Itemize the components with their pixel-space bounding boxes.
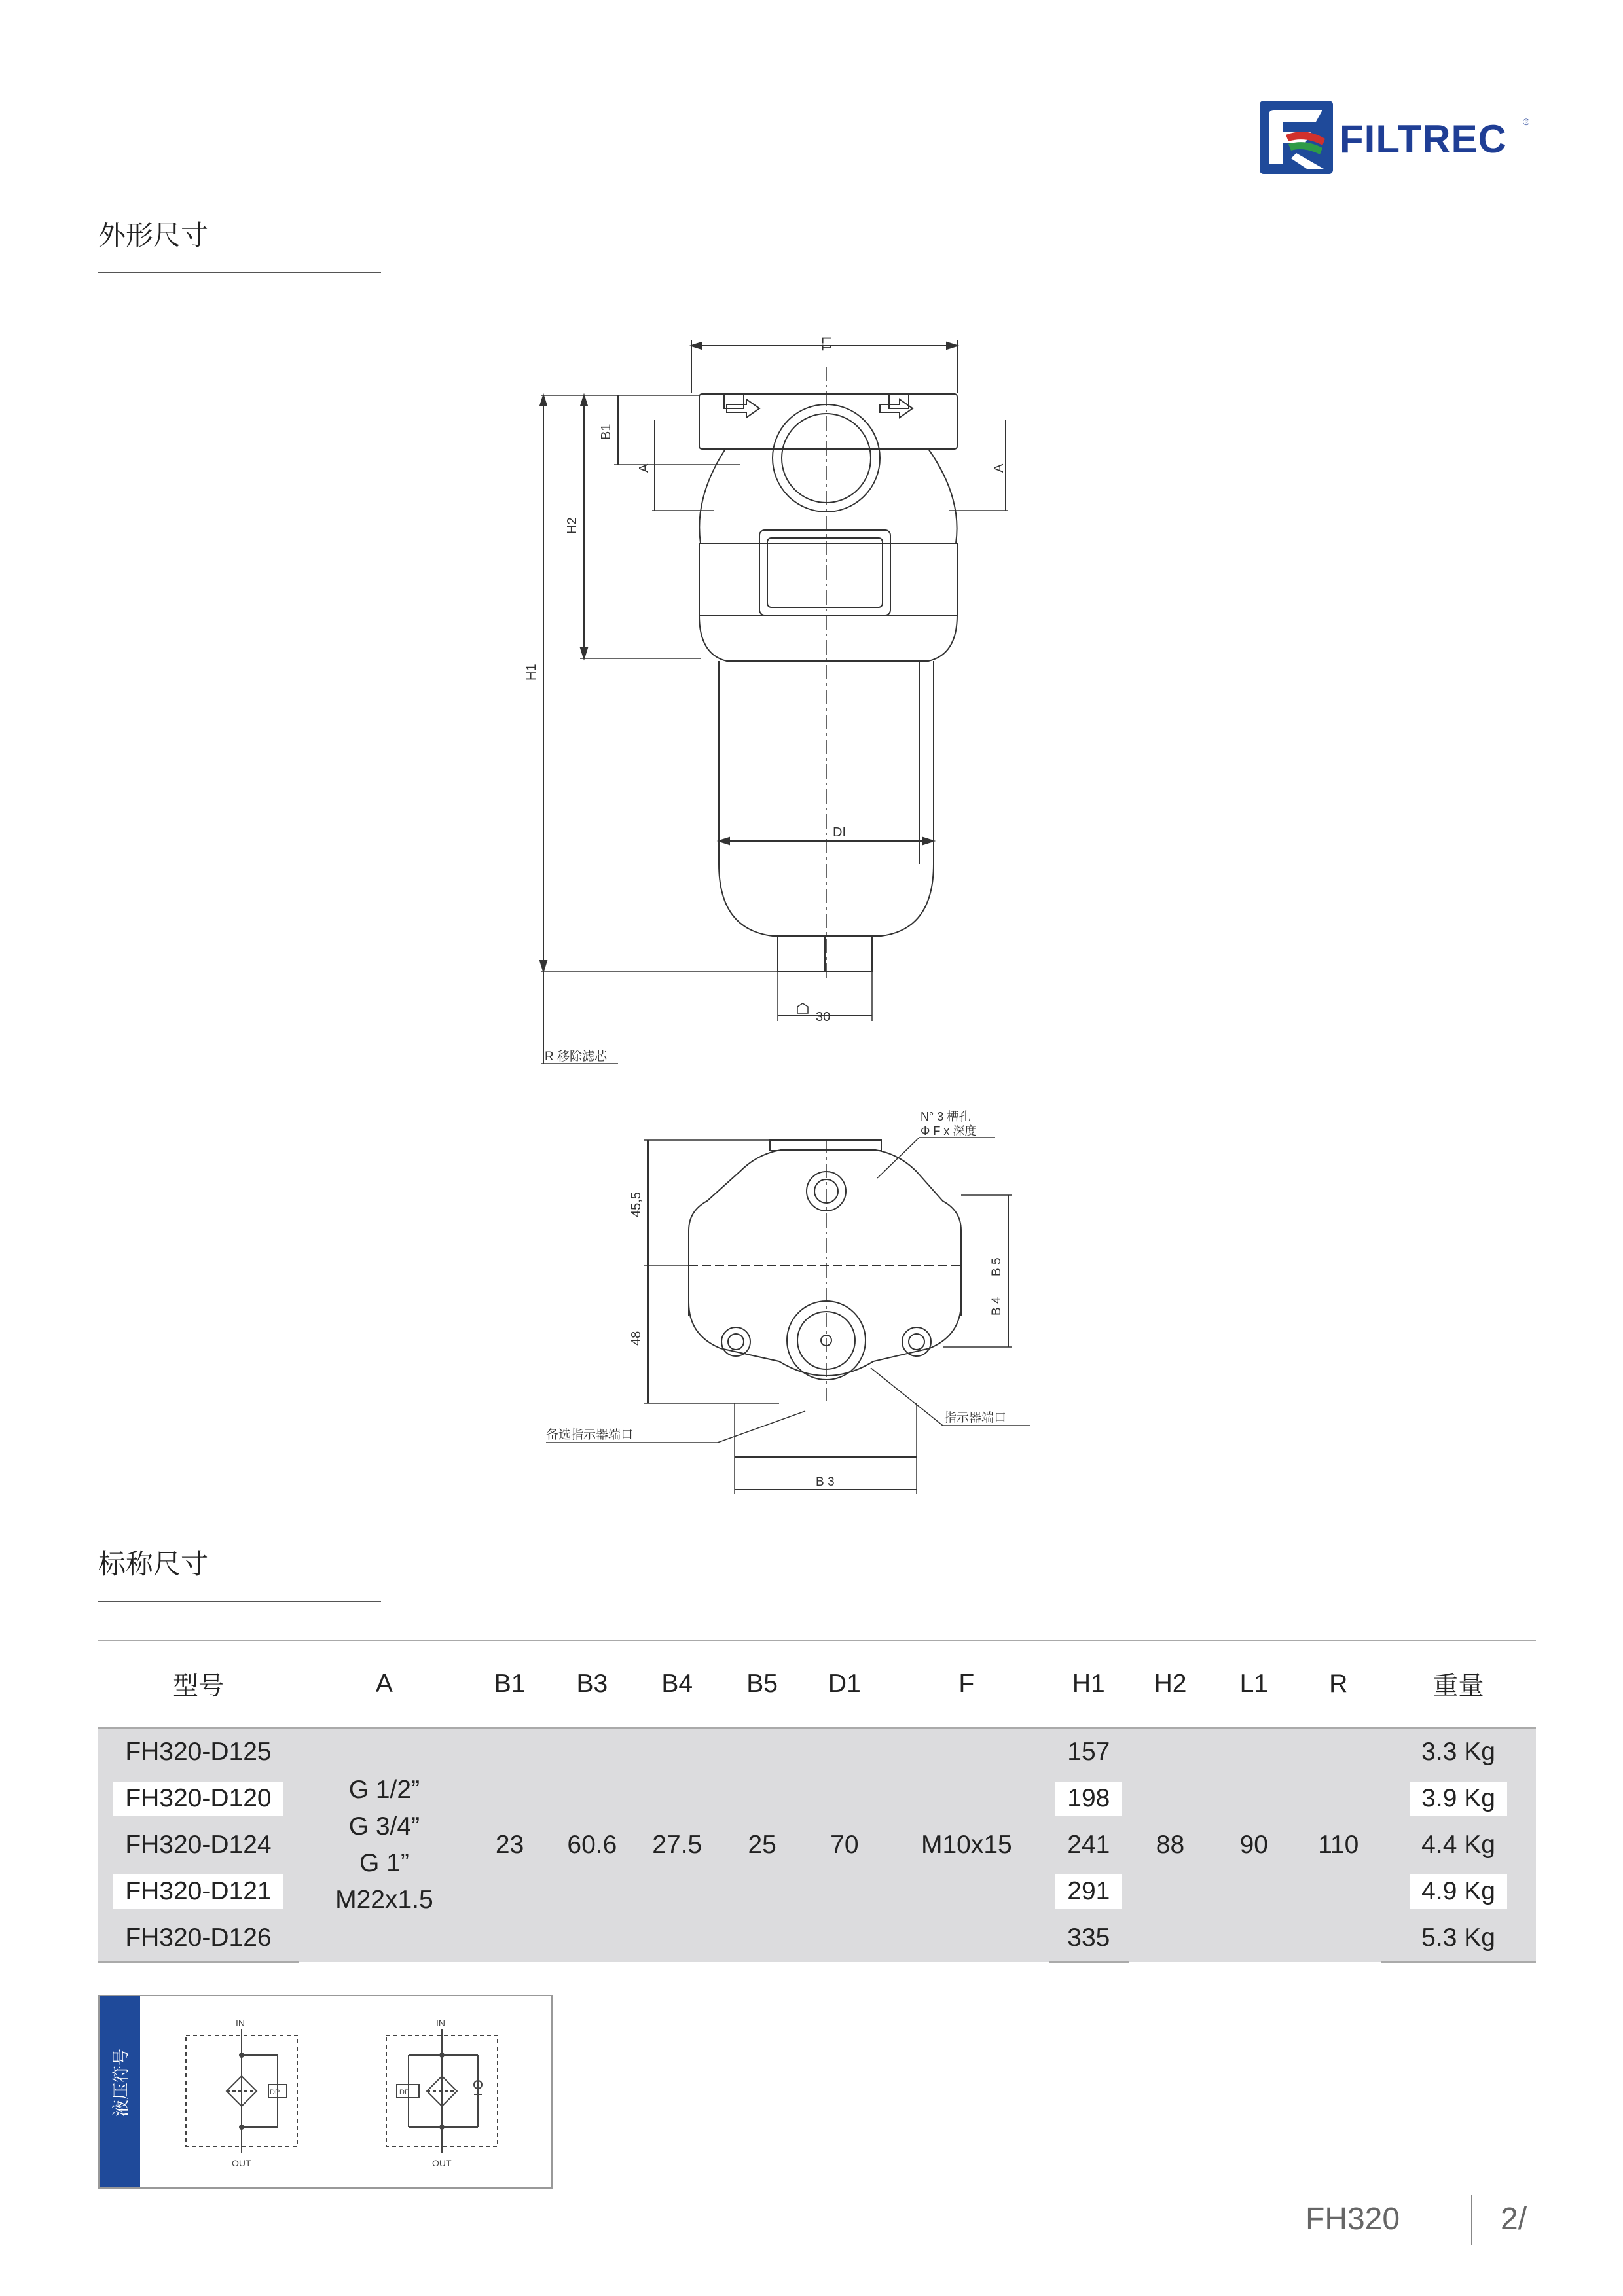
dimension-drawings xyxy=(524,334,1048,1499)
col-header-R: R xyxy=(1296,1640,1381,1728)
H2-cell: 88 xyxy=(1129,1728,1213,1962)
weight-value: 3.9 Kg xyxy=(1410,1782,1507,1816)
col-header-weight: 重量 xyxy=(1381,1640,1536,1728)
col-header-L1: L1 xyxy=(1212,1640,1296,1728)
model-cell xyxy=(98,1868,299,1914)
dim-H1: H1 xyxy=(524,664,539,681)
dim-48: 48 xyxy=(629,1331,644,1346)
hydraulic-symbol-diagrams xyxy=(140,1996,551,2187)
col-header-B5: B5 xyxy=(720,1640,805,1728)
dim-45-5: 45,5 xyxy=(629,1192,644,1217)
dim-B3: B 3 xyxy=(816,1475,835,1489)
model-value: FH320-D121 xyxy=(113,1874,283,1909)
symbol-in-label: IN xyxy=(236,2018,245,2028)
model-cell: FH320-D124 xyxy=(98,1821,299,1868)
dim-A-left: A xyxy=(637,463,651,473)
table-row xyxy=(98,1728,1536,1775)
optional-indicator-port-label: 备选指示器端口 xyxy=(546,1428,634,1442)
hydraulic-symbols-label: 液压符号 xyxy=(111,2048,132,2117)
col-header-D1: D1 xyxy=(805,1640,884,1728)
dim-L1: L1 xyxy=(819,336,833,351)
dim-B5: B 5 xyxy=(990,1257,1004,1276)
hydraulic-symbol-2 xyxy=(386,2018,498,2168)
symbol-in-label: IN xyxy=(436,2018,445,2028)
col-header-H2: H2 xyxy=(1129,1640,1213,1728)
model-cell: FH320-D126 xyxy=(98,1914,299,1962)
L1-cell: 90 xyxy=(1212,1728,1296,1962)
weight-cell xyxy=(1381,1775,1536,1821)
H1-cell: 335 xyxy=(1049,1914,1129,1962)
dim-A-right: A xyxy=(992,463,1006,473)
front-view-drawing xyxy=(524,336,1008,1064)
D1-cell: 70 xyxy=(805,1728,884,1962)
dp-label: DP xyxy=(399,2089,410,2096)
dp-label: DP xyxy=(270,2089,280,2096)
R-cell: 110 xyxy=(1296,1728,1381,1962)
nominal-dimensions-table xyxy=(98,1640,1536,1963)
symbol-out-label: OUT xyxy=(432,2158,452,2168)
col-header-B1: B1 xyxy=(470,1640,550,1728)
weight-cell xyxy=(1381,1868,1536,1914)
weight-cell: 3.3 Kg xyxy=(1381,1728,1536,1775)
H1-cell: 157 xyxy=(1049,1728,1129,1775)
dim-D1: DI xyxy=(833,825,846,840)
col-header-B3: B3 xyxy=(549,1640,634,1728)
port-A-value: G 1” xyxy=(359,1849,409,1878)
H1-cell: 241 xyxy=(1049,1821,1129,1868)
footer-divider xyxy=(1471,2195,1472,2245)
dim-R-note: R 移除滤芯 xyxy=(545,1050,608,1064)
brand-name: FILTREC xyxy=(1340,117,1507,161)
port-A-value: M22x1.5 xyxy=(335,1886,433,1914)
col-header-H1: H1 xyxy=(1049,1640,1129,1728)
B5-cell: 25 xyxy=(720,1728,805,1962)
col-header-A: A xyxy=(299,1640,470,1728)
indicator-port-label: 指示器端口 xyxy=(944,1411,1007,1425)
dim-H2: H2 xyxy=(565,517,579,534)
weight-cell: 5.3 Kg xyxy=(1381,1914,1536,1962)
dim-B4: B 4 xyxy=(990,1297,1004,1316)
holes-depth-note: Φ F x 深度 xyxy=(921,1124,977,1138)
H1-cell xyxy=(1049,1868,1129,1914)
registered-mark: ® xyxy=(1523,117,1530,127)
col-header-B4: B4 xyxy=(634,1640,720,1728)
hydraulic-symbols-box xyxy=(98,1995,553,2189)
model-value: FH320-D120 xyxy=(113,1782,283,1816)
H1-cell xyxy=(1049,1775,1129,1821)
holes-note: N° 3 槽孔 xyxy=(921,1110,971,1123)
H1-value: 198 xyxy=(1055,1782,1122,1816)
footer-model: FH320 xyxy=(1305,2202,1400,2236)
dim-B1: B1 xyxy=(599,423,613,440)
filtrec-logo xyxy=(1260,98,1535,178)
dimensions-title: 外形尺寸 xyxy=(98,219,209,251)
section-rule xyxy=(98,1601,381,1602)
H1-value: 291 xyxy=(1055,1874,1122,1909)
footer-page-number: 2/ xyxy=(1501,2202,1527,2236)
hydraulic-symbol-1 xyxy=(186,2018,297,2168)
filtrec-mark-icon xyxy=(1260,101,1333,174)
head-view-drawing xyxy=(546,1110,1030,1494)
port-A-value: G 1/2” xyxy=(348,1776,420,1804)
F-cell: M10x15 xyxy=(884,1728,1049,1962)
weight-value: 4.9 Kg xyxy=(1410,1874,1507,1909)
model-cell xyxy=(98,1775,299,1821)
weight-cell: 4.4 Kg xyxy=(1381,1821,1536,1868)
table-header-row xyxy=(98,1640,1536,1728)
port-A-value: G 3/4” xyxy=(348,1812,420,1841)
B3-cell: 60.6 xyxy=(549,1728,634,1962)
col-header-F: F xyxy=(884,1640,1049,1728)
symbol-out-label: OUT xyxy=(232,2158,251,2168)
hydraulic-symbols-band xyxy=(100,1996,140,2187)
col-header-model: 型号 xyxy=(98,1640,299,1728)
port-A-cell xyxy=(299,1728,470,1962)
model-cell: FH320-D125 xyxy=(98,1728,299,1775)
B4-cell: 27.5 xyxy=(634,1728,720,1962)
nominal-dimensions-title: 标称尺寸 xyxy=(98,1548,209,1580)
dim-hex: 30 xyxy=(816,1010,831,1024)
section-rule xyxy=(98,272,381,273)
B1-cell: 23 xyxy=(470,1728,550,1962)
